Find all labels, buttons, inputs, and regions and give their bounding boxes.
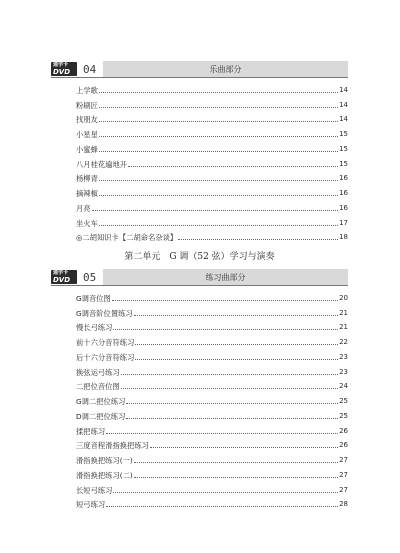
dot-leader [99,195,338,196]
dot-leader [106,433,338,434]
toc-entry-title: 找朋友 [76,115,98,125]
toc-entry[interactable] [76,480,348,495]
dot-leader [126,418,338,419]
toc-entry-title: 长短弓练习 [76,485,113,495]
toc-entry-title: 小蜜蜂 [76,144,98,154]
dot-leader [135,344,338,345]
dot-leader [113,329,338,330]
toc-entry[interactable] [76,391,348,406]
toc-entry-page: 15 [339,159,348,168]
toc-entry-title: G调音阶位置练习 [76,308,133,318]
toc-entry-page: 14 [339,85,348,94]
toc-entry[interactable] [76,198,348,213]
section-divider [51,285,348,286]
section-header-05 [51,269,348,285]
toc-entry[interactable] [76,124,348,139]
toc-entry[interactable] [76,95,348,110]
dot-leader [135,359,338,360]
dot-leader [126,403,338,404]
toc-entry-page: 23 [339,352,348,361]
toc-entry-page: 28 [339,500,348,509]
dot-leader [113,492,338,493]
dvd-logo-icon: 通学卡 DVD [51,270,77,284]
dot-leader [99,107,338,108]
toc-entry-page: 26 [339,426,348,435]
dot-leader [99,151,338,152]
toc-entry-page: 22 [339,338,348,346]
toc-entry-title: D调二把位练习 [76,411,126,421]
toc-entry[interactable] [76,332,348,347]
toc-entry-title: 慢长弓练习 [76,323,113,333]
toc-entry-title: 前十六分音符练习 [76,338,135,347]
toc-entry[interactable] [76,110,348,125]
toc-entry-title: 滑指换把练习(一) [76,456,133,465]
section-divider [51,77,348,78]
toc-entry-page: 20 [339,293,348,302]
section-title: 练习曲部分 [205,272,246,282]
toc-entry-title: 月亮 [76,203,91,213]
toc-entry-page: 14 [339,100,348,109]
toc-entry-page: 16 [339,203,348,212]
dot-leader [99,136,338,137]
toc-entry-title: 揉把练习 [76,426,106,436]
toc-entry[interactable] [76,288,348,303]
toc-entry-title: 杨柳青 [76,174,98,184]
toc-entry[interactable] [76,421,348,436]
section-number: 05 [83,270,97,284]
toc-entry-page: 14 [339,115,348,124]
section-title-bar [103,269,348,285]
toc-entry[interactable] [76,228,348,243]
dvd-logo-icon: 通学卡 DVD [51,62,77,76]
dot-leader [99,180,338,181]
toc-entry[interactable] [76,377,348,392]
toc-entry[interactable] [76,303,348,318]
toc-entry-page: 16 [339,189,348,197]
toc-entry[interactable] [76,406,348,421]
toc-entry[interactable] [76,139,348,154]
toc-entry-title: 短弓练习 [76,500,106,510]
toc-list-04 [76,80,348,242]
section-number: 04 [83,62,97,76]
toc-entry-title: 小星星 [76,130,98,139]
toc-entry-page: 27 [339,470,348,479]
toc-entry[interactable] [76,436,348,451]
dot-leader [99,225,338,226]
dot-leader [134,315,338,316]
toc-entry[interactable] [76,318,348,333]
dot-leader [112,300,338,301]
toc-entry-title: ◎二胡知识卡【二胡命名杂谈】 [76,233,178,243]
toc-entry-page: 23 [339,367,348,376]
toc-entry-page: 24 [339,382,348,391]
toc-entry-page: 25 [339,397,348,405]
toc-entry-page: 25 [339,411,348,420]
toc-entry-page: 26 [339,441,348,450]
toc-entry[interactable] [76,450,348,465]
toc-entry-page: 18 [339,233,348,242]
dot-leader [178,239,338,240]
toc-entry[interactable] [76,213,348,228]
toc-entry[interactable] [76,495,348,510]
toc-entry-title: 滑指换把练习(二) [76,470,133,480]
toc-entry[interactable] [76,154,348,169]
toc-entry-title: 粉刷匠 [76,100,98,110]
unit-heading: 第二单元 G 调（52 弦）学习与演奏 [124,252,275,262]
toc-entry[interactable] [76,465,348,480]
toc-entry[interactable] [76,362,348,377]
dot-leader [92,210,338,211]
toc-entry-title: 二把位音位图 [76,382,120,392]
dot-leader [121,374,338,375]
toc-entry-title: G调音位图 [76,293,111,303]
dot-leader [99,121,338,122]
toc-entry-page: 17 [339,218,348,227]
toc-entry-title: 八月桂花遍地开 [76,159,128,169]
toc-entry-page: 16 [339,174,348,183]
dot-leader [99,92,338,93]
section-title: 乐曲部分 [209,64,242,74]
toc-entry-title: 摘辣椒 [76,189,98,198]
toc-entry[interactable] [76,169,348,184]
toc-entry-page: 27 [339,456,348,464]
toc-entry-title: 后十六分音符练习 [76,352,135,362]
section-title-bar [103,61,348,77]
dot-leader [134,477,338,478]
toc-entry-page: 21 [339,323,348,332]
dot-leader [150,447,338,448]
toc-entry[interactable] [76,347,348,362]
toc-entry-title: G调二把位练习 [76,397,126,406]
toc-entry-title: 换弦运弓练习 [76,367,120,377]
toc-entry[interactable] [76,183,348,198]
toc-entry-title: 坐火车 [76,218,98,228]
toc-entry-page: 15 [339,144,348,153]
dot-leader [134,462,338,463]
section-header-04 [51,61,348,77]
toc-entry-title: 上学歌 [76,85,98,95]
toc-entry-page: 15 [339,130,348,138]
toc-entry-title: 三度音程滑指换把练习 [76,441,149,451]
toc-entry[interactable] [76,80,348,95]
dot-leader [106,506,338,507]
dot-leader [121,388,338,389]
toc-list-05 [76,288,348,509]
toc-entry-page: 21 [339,308,348,317]
dot-leader [128,166,338,167]
toc-entry-page: 27 [339,485,348,494]
